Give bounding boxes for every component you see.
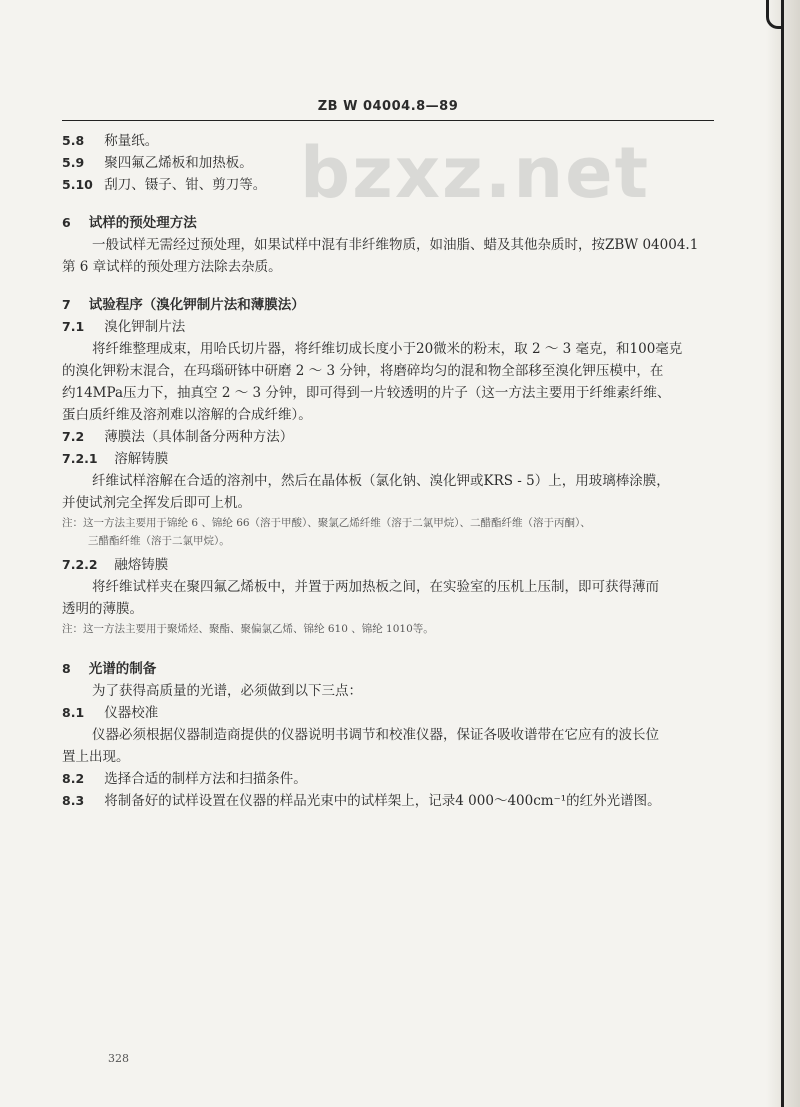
paragraph-line: 并使试剂完全挥发后即可上机。 bbox=[62, 495, 251, 511]
watermark: bzxz.net bbox=[300, 132, 651, 214]
subsection-heading-8-1 bbox=[62, 702, 714, 724]
subsection-heading-7-1 bbox=[62, 316, 714, 338]
standard-code: ZB W 04004.8—89 bbox=[317, 99, 459, 114]
item-number: 8.2 bbox=[62, 771, 85, 786]
list-item bbox=[62, 790, 714, 812]
item-text: 选择合适的制样方法和扫描条件。 bbox=[104, 771, 307, 787]
subsection-title: 融熔铸膜 bbox=[114, 557, 169, 573]
subsection-number: 7.1 bbox=[62, 319, 85, 334]
item-number: 8.3 bbox=[62, 793, 85, 808]
subsection-number: 7.2 bbox=[62, 429, 85, 444]
item-text: 聚四氟乙烯板和加热板。 bbox=[104, 155, 253, 171]
paragraph-line: 透明的薄膜。 bbox=[62, 601, 143, 617]
paragraph-line: 蛋白质纤维及溶剂难以溶解的合成纤维）。 bbox=[62, 407, 312, 423]
subsection-title: 薄膜法（具体制备分两种方法） bbox=[104, 429, 294, 445]
binding-hook bbox=[766, 0, 783, 29]
list-item bbox=[62, 152, 714, 174]
paragraph-line: 的溴化钾粉末混合，在玛瑙研钵中研磨 2 ～ 3 分钟，将磨碎均匀的混和物全部移至溴化钾压模中，在 bbox=[62, 363, 664, 379]
list-item bbox=[62, 130, 714, 152]
section-number: 8 bbox=[62, 661, 71, 676]
header-rule bbox=[62, 120, 714, 121]
subsection-number: 7.2.2 bbox=[62, 557, 98, 572]
subsection-heading-7-2-1 bbox=[62, 448, 714, 470]
subsection-number: 7.2.1 bbox=[62, 451, 98, 466]
section-heading-6 bbox=[62, 212, 714, 234]
paragraph-line: 一般试样无需经过预处理，如果试样中混有非纤维物质，如油脂、蜡及其他杂质时，按ZBW 04004.1 bbox=[92, 237, 699, 253]
section-title: 试样的预处理方法 bbox=[88, 215, 197, 231]
section-heading-8 bbox=[62, 658, 714, 680]
section-number: 6 bbox=[62, 215, 71, 230]
item-text: 称量纸。 bbox=[104, 133, 159, 149]
item-number: 5.9 bbox=[62, 155, 85, 170]
paragraph-line: 纤维试样溶解在合适的溶剂中，然后在晶体板（氯化钠、溴化钾或KRS - 5）上，用玻璃棒涂膜， bbox=[92, 473, 670, 489]
subsection-heading-7-2 bbox=[62, 426, 714, 448]
section-heading-7 bbox=[62, 294, 714, 316]
section-title: 光谱的制备 bbox=[88, 661, 157, 677]
note-line: 三醋酯纤维（溶于二氯甲烷）。 bbox=[88, 535, 230, 547]
subsection-number: 8.1 bbox=[62, 705, 85, 720]
binding-line bbox=[781, 0, 784, 1107]
section-number: 7 bbox=[62, 297, 71, 312]
section-title: 试验程序（溴化钾制片法和薄膜法） bbox=[88, 297, 305, 313]
page-number: 328 bbox=[108, 1052, 129, 1065]
item-number: 5.10 bbox=[62, 177, 93, 192]
subsection-heading-7-2-2 bbox=[62, 554, 714, 576]
paragraph-line: 为了获得高质量的光谱，必须做到以下三点： bbox=[92, 683, 362, 699]
page-header bbox=[62, 90, 714, 118]
paragraph-line: 将纤维整理成束，用哈氏切片器，将纤维切成长度小于20微米的粉末，取 2 ～ 3 毫克，和100毫克 bbox=[92, 341, 683, 357]
note-line: 注：这一方法主要用于锦纶 6 、锦纶 66（溶于甲酸）、聚氯乙烯纤维（溶于二氯甲烷）、二醋酯纤维（溶于丙酮）、 bbox=[62, 517, 591, 529]
subsection-title: 溴化钾制片法 bbox=[104, 319, 186, 335]
paragraph-line: 将纤维试样夹在聚四氟乙烯板中，并置于两加热板之间，在实验室的压机上压制，即可获得薄而 bbox=[92, 579, 659, 595]
paragraph-line: 仪器必须根据仪器制造商提供的仪器说明书调节和校准仪器，保证各吸收谱带在它应有的波长位 bbox=[92, 727, 659, 743]
list-item bbox=[62, 768, 714, 790]
subsection-title: 溶解铸膜 bbox=[114, 451, 169, 467]
item-number: 5.8 bbox=[62, 133, 85, 148]
note-line: 注：这一方法主要用于聚烯烃、聚酯、聚偏氯乙烯、锦纶 610 、锦纶 1010等。 bbox=[62, 623, 434, 635]
paragraph-line: 约14MPa压力下，抽真空 2 ～ 3 分钟，即可得到一片较透明的片子（这一方法主要用于纤维素纤维、 bbox=[62, 385, 671, 401]
document-body bbox=[62, 130, 714, 812]
paragraph-line: 置上出现。 bbox=[62, 749, 130, 765]
item-text: 将制备好的试样设置在仪器的样品光束中的试样架上，记录4 000～400cm⁻¹的红外光谱图。 bbox=[104, 793, 661, 809]
paragraph-line: 第 6 章试样的预处理方法除去杂质。 bbox=[62, 259, 282, 275]
subsection-title: 仪器校准 bbox=[104, 705, 159, 721]
list-item bbox=[62, 174, 714, 196]
item-text: 刮刀、镊子、钳、剪刀等。 bbox=[104, 177, 267, 193]
